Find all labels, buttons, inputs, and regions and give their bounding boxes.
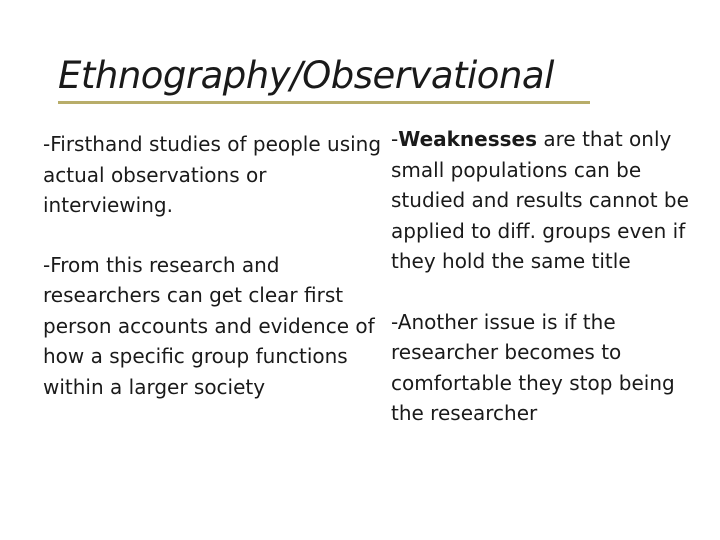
right-column bbox=[391, 124, 701, 429]
weakness-prefix: - bbox=[391, 127, 399, 151]
weaknesses-keyword: Weaknesses bbox=[398, 127, 538, 151]
right-paragraph-issue: -Another issue is if the researcher becomes to comfortable they stop being the researcher bbox=[391, 309, 675, 425]
left-paragraph-benefits: -From this research and researchers can get clear first person accounts and evidence of how a specific group functions within a larger society bbox=[43, 252, 375, 399]
title-underline bbox=[58, 101, 590, 104]
left-column bbox=[43, 129, 383, 402]
left-paragraph-definition: -Firsthand studies of people using actual observations or interviewing. bbox=[43, 132, 382, 217]
slide-title: Ethnography/Observational bbox=[58, 54, 554, 97]
right-paragraph-weaknesses bbox=[391, 124, 701, 277]
weakness-text: are that only small populations can be studied and results cannot be applied to diff. groups even if they hold the same title bbox=[391, 127, 689, 273]
